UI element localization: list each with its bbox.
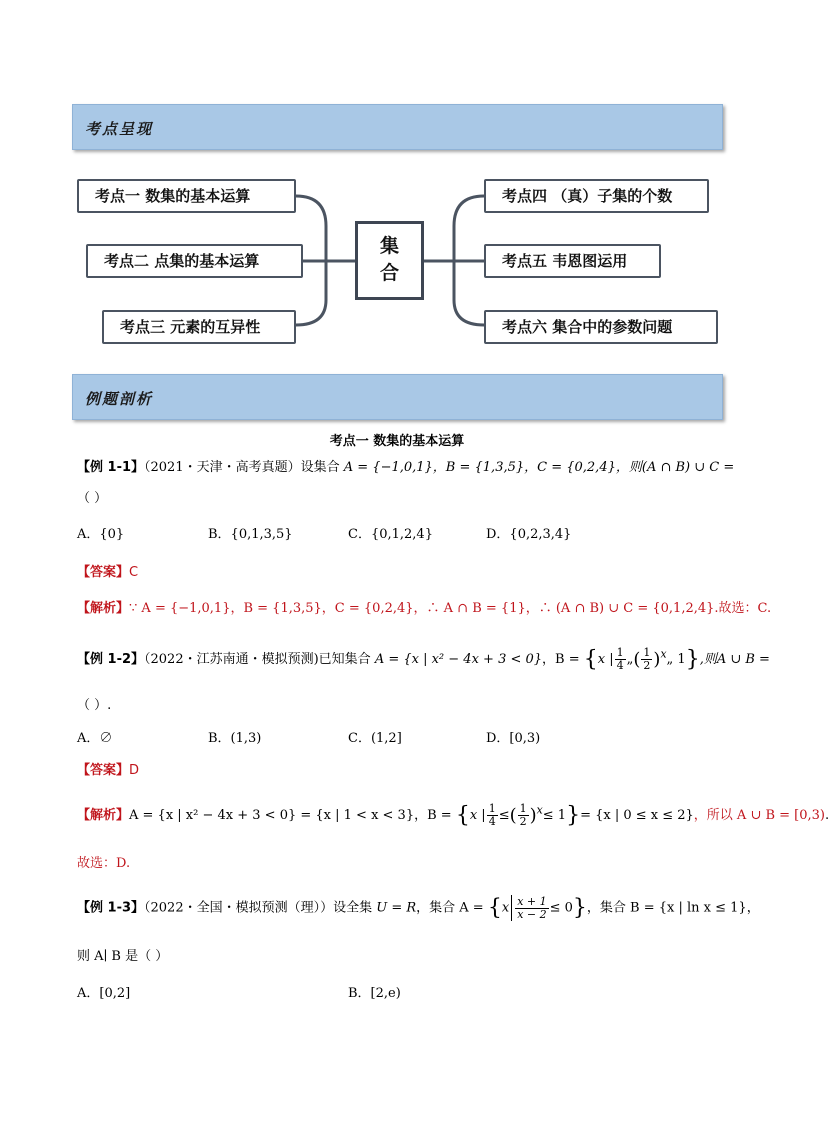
- option-c: C．{0,1,2,4}: [348, 527, 433, 542]
- analysis-text: ∵ A = {−1,0,1}，B = {1,3,5}，C = {0,2,4}，∴ A ∩ B = {1}，∴ (A ∩ B) ∪ C = {0,1,2,4}: [129, 601, 715, 616]
- option-b: B．(1,3): [208, 731, 262, 746]
- example-1-2-analysis: 【解析】A = {x | x² − 4x + 3 < 0} = {x | 1 < x < 3}，B = {x | $\frac{1}{4}$ ≤( $\frac{1}{2}$ )$^x$≤ 1}= {x | 0 ≤ x ≤ 2}，所以 A ∪ B = [0,3).: [77, 802, 829, 828]
- example-1-1-blank: （ ）: [77, 491, 108, 506]
- section-title: 例题剖析: [85, 390, 154, 408]
- set-b-prefix: ，B =: [542, 652, 580, 667]
- example-ask: ，则(A ∩ B) ∪ C =: [615, 460, 735, 475]
- option-a: A．∅: [77, 731, 113, 746]
- example-1-2-blank: （ ）.: [77, 698, 112, 713]
- mindmap-node-topic-1: 考点一 数集的基本运算: [77, 179, 296, 213]
- mindmap-node-topic-2: 考点二 点集的基本运算: [86, 244, 303, 278]
- option-a: A．[0,2]: [77, 986, 131, 1001]
- option-c: C．(1,2]: [348, 731, 402, 746]
- mindmap-node-topic-4: 考点四 （真）子集的个数: [484, 179, 709, 213]
- example-source: （2021・天津・高考真题）设集合: [144, 460, 340, 475]
- center-char-2: 合: [379, 262, 399, 284]
- example-1-3-question: 【例 1-3】（2022・全国・模拟预测（理））设全集 U = R，集合 A = {x $\frac{x + 1}{x - 2}$ ≤ 0}，集合 B = {x | ln x ≤ 1}，: [77, 894, 760, 921]
- option-b: B．{0,1,3,5}: [208, 527, 293, 542]
- example-source: （2022・江苏南通・模拟预测)已知集合: [144, 652, 371, 667]
- option-d: D．{0,2,3,4}: [486, 527, 572, 542]
- example-1-1-question: [77, 456, 734, 475]
- example-1-3-ask: 则 A∣ B 是（ ）: [77, 949, 169, 964]
- answer-value: C: [129, 565, 139, 580]
- example-1-1-analysis: [77, 597, 771, 616]
- analysis-tag: 【解析】: [77, 601, 130, 616]
- example-1-2-final: 故选：D.: [77, 856, 131, 871]
- example-ask: ,则A ∪ B =: [699, 652, 770, 667]
- mindmap-node-topic-6: 考点六 集合中的参数问题: [484, 310, 718, 344]
- analysis-tag: 【解析】: [77, 808, 130, 823]
- section-title: 考点呈现: [85, 120, 154, 138]
- mindmap-node-topic-5: 考点五 韦恩图运用: [484, 244, 661, 278]
- center-char-1: 集: [379, 235, 399, 257]
- example-tag: 【例 1-3】: [77, 900, 145, 916]
- example-tag: 【例 1-1】: [77, 460, 145, 475]
- example-source: （2022・全国・模拟预测（理））设全集: [144, 900, 373, 916]
- answer-value: D: [129, 763, 140, 778]
- option-d: D．[0,3): [486, 731, 541, 746]
- example-tag: 【例 1-2】: [77, 652, 145, 667]
- example-1-2-answer: [77, 759, 139, 778]
- section-header-examples: [72, 374, 723, 420]
- topic-title: 考点一 数集的基本运算: [329, 434, 465, 449]
- example-1-1-answer: [77, 561, 138, 580]
- example-1-2-question: 【例 1-2】（2022・江苏南通・模拟预测)已知集合 A = {x | x² − 4x + 3 < 0}，B = {x | $\frac{1}{4}$ „( $\frac{1}{2}$ )$^x$„ 1},则A ∪ B =: [77, 646, 770, 672]
- set-a: A = {x | x² − 4x + 3 < 0}: [374, 652, 543, 667]
- analysis-end: .故选：C.: [714, 601, 772, 616]
- mindmap-node-topic-3: 考点三 元素的互异性: [102, 310, 296, 344]
- mindmap-center-node: [355, 221, 424, 300]
- option-b: B．[2,e): [348, 986, 401, 1001]
- answer-tag: 【答案】: [77, 565, 130, 580]
- option-a: A．{0}: [77, 527, 125, 542]
- example-sets: A = {−1,0,1}，B = {1,3,5}，C = {0,2,4}: [343, 460, 616, 475]
- answer-tag: 【答案】: [77, 763, 130, 778]
